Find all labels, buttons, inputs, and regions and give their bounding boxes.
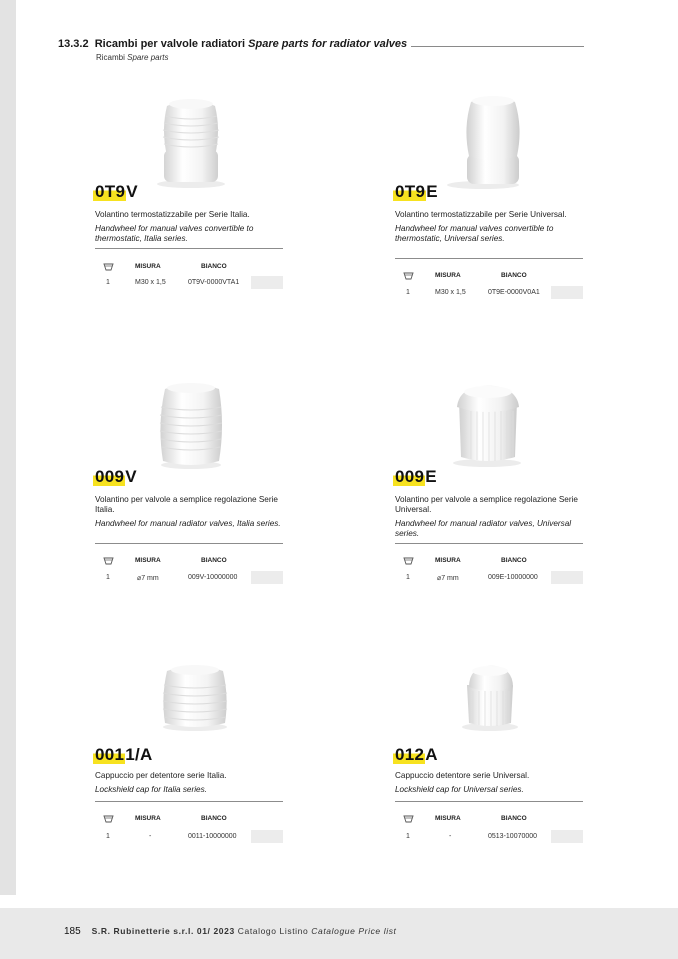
price-box (551, 830, 583, 843)
code-highlight: 012 (395, 745, 425, 764)
bianco-code-value: 009E-10000000 (488, 574, 538, 581)
misura-value: - (449, 833, 452, 840)
code-rest: A (425, 745, 438, 764)
description-it: Volantino termostatizzabile per Serie Italia. (95, 210, 250, 219)
quantity-value: 1 (406, 289, 410, 296)
column-bianco: BIANCO (201, 815, 227, 822)
column-bianco: BIANCO (501, 815, 527, 822)
section-title-en: Spare parts for radiator valves (248, 38, 408, 50)
description-it: Cappuccio per detentore serie Italia. (95, 771, 227, 780)
handwheel-image (395, 377, 555, 477)
column-misura: MISURA (135, 557, 161, 564)
code-highlight: 001 (95, 745, 125, 764)
description-en: Handwheel for manual radiator valves, Universal series. (395, 519, 572, 538)
column-bianco: BIANCO (501, 272, 527, 279)
subtitle-en: Spare parts (127, 53, 169, 62)
lockshield-cap-image (395, 655, 555, 755)
product-code (95, 182, 138, 202)
description-en: Handwheel for manual valves convertible to thermostatic, Universal series. (395, 224, 554, 243)
company-name: S.R. Rubinetterie s.r.l. (91, 926, 194, 936)
column-misura: MISURA (135, 263, 161, 270)
catalog-label-en: Catalogue Price list (311, 926, 397, 936)
misura-value: M30 x 1,5 (435, 289, 466, 296)
code-rest: 1/A (125, 745, 153, 764)
handwheel-image (395, 92, 555, 192)
quantity-value: 1 (106, 574, 110, 581)
product-code (95, 467, 137, 487)
product-code (395, 467, 437, 487)
price-box (551, 286, 583, 299)
description-en: Lockshield cap for Universal series. (395, 785, 524, 794)
description-en: Handwheel for manual valves convertible to thermostatic, Italia series. (95, 224, 254, 243)
description-rule (395, 543, 583, 544)
product-description (395, 210, 583, 244)
edition: 01/ 2023 (196, 926, 235, 936)
bianco-code-value: 0011-10000000 (188, 833, 237, 840)
product-code (395, 745, 438, 765)
package-quantity-icon (103, 263, 114, 271)
price-box (551, 571, 583, 584)
description-rule (395, 801, 583, 802)
section-number: 13.3.2 (58, 38, 89, 50)
column-bianco: BIANCO (501, 557, 527, 564)
package-quantity-icon (403, 272, 414, 280)
description-it: Volantino per valvole a semplice regolazione Serie Universal. (395, 495, 578, 514)
description-it: Volantino per valvole a semplice regolazione Serie Italia. (95, 495, 278, 514)
description-it: Cappuccio detentore serie Universal. (395, 771, 530, 780)
column-misura: MISURA (135, 815, 161, 822)
section-subtitle (96, 53, 584, 62)
lockshield-cap-image (95, 655, 255, 755)
page-footer (64, 926, 397, 937)
quantity-value: 1 (406, 833, 410, 840)
code-highlight: 009 (95, 467, 125, 486)
code-rest: E (425, 467, 437, 486)
catalog-label-it: Catalogo Listino (237, 926, 309, 936)
description-rule (95, 248, 283, 249)
misura-value: - (149, 833, 152, 840)
bianco-code-value: 0T9V-0000VTA1 (188, 279, 240, 286)
section-header (58, 38, 584, 62)
quantity-value: 1 (106, 833, 110, 840)
page-number: 185 (64, 926, 81, 937)
misura-value: ⌀7 mm (437, 575, 459, 582)
description-rule (95, 543, 283, 544)
product-code (395, 182, 438, 202)
handwheel-image (95, 377, 255, 477)
column-bianco: BIANCO (201, 263, 227, 270)
description-en: Lockshield cap for Italia series. (95, 785, 207, 794)
left-margin-band (0, 0, 16, 895)
product-description (95, 771, 283, 795)
product-description (95, 495, 283, 529)
description-rule (395, 258, 583, 259)
quantity-value: 1 (406, 574, 410, 581)
column-misura: MISURA (435, 815, 461, 822)
quantity-value: 1 (106, 279, 110, 286)
description-it: Volantino termostatizzabile per Serie Universal. (395, 210, 567, 219)
price-box (251, 830, 283, 843)
price-box (251, 571, 283, 584)
description-en: Handwheel for manual radiator valves, Italia series. (95, 519, 281, 528)
code-rest: V (126, 182, 138, 201)
bianco-code-value: 009V-10000000 (188, 574, 238, 581)
bianco-code-value: 0T9E-0000V0A1 (488, 289, 540, 296)
code-highlight: 009 (395, 467, 425, 486)
column-misura: MISURA (435, 272, 461, 279)
code-rest: V (125, 467, 137, 486)
bianco-code-value: 0513-10070000 (488, 833, 538, 840)
product-description (395, 495, 583, 539)
product-description (395, 771, 583, 795)
package-quantity-icon (403, 815, 414, 823)
product-code (95, 745, 153, 765)
section-title (58, 38, 407, 50)
package-quantity-icon (103, 557, 114, 565)
column-misura: MISURA (435, 557, 461, 564)
section-title-it: Ricambi per valvole radiatori (94, 38, 246, 50)
misura-value: ⌀7 mm (137, 575, 159, 582)
package-quantity-icon (403, 557, 414, 565)
subtitle-it: Ricambi (96, 53, 125, 62)
column-bianco: BIANCO (201, 557, 227, 564)
code-rest: E (426, 182, 438, 201)
package-quantity-icon (103, 815, 114, 823)
price-box (251, 276, 283, 289)
description-rule (95, 801, 283, 802)
handwheel-image (95, 92, 255, 192)
product-description (95, 210, 283, 244)
header-rule (411, 46, 584, 47)
code-highlight: 0T9 (395, 182, 426, 201)
misura-value: M30 x 1,5 (135, 279, 166, 286)
code-highlight: 0T9 (95, 182, 126, 201)
